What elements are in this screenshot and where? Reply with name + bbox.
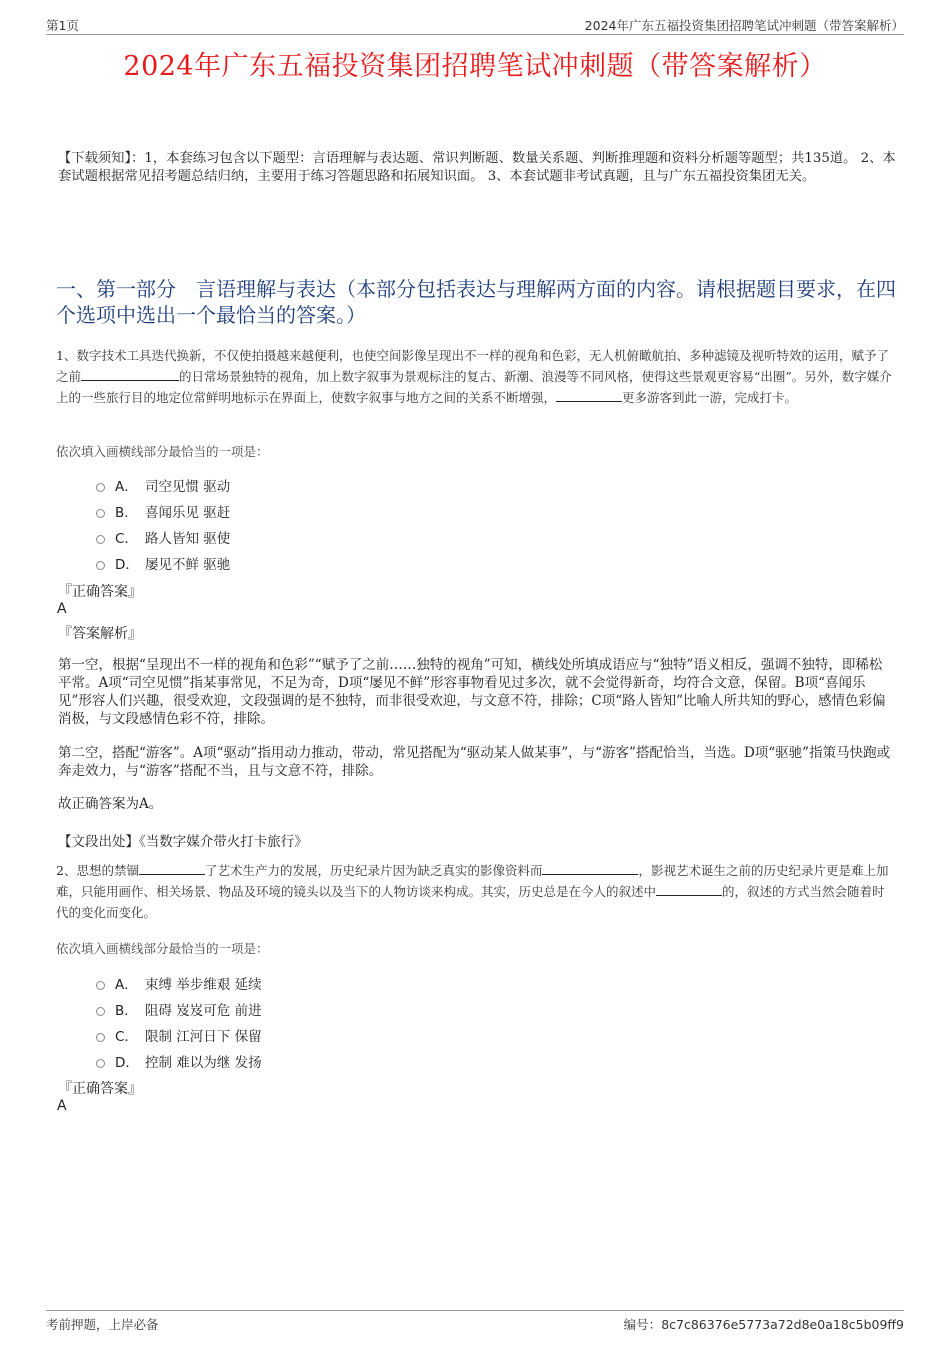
answer-blank bbox=[556, 388, 622, 402]
document-code: 编号：8c7c86376e5773a72d8e0a18c5b09ff9 bbox=[623, 1317, 904, 1332]
question-2-options bbox=[96, 970, 262, 1074]
correct-answer: A bbox=[57, 1098, 67, 1114]
section-heading: 一、第一部分 言语理解与表达（本部分包括表达与理解两方面的内容。请根据题目要求，在四个选项中选出一个最恰当的答案。） bbox=[56, 277, 896, 327]
correct-answer-label: 『正确答案』 bbox=[58, 1081, 142, 1097]
option-c[interactable]: C． 路人皆知 驱使 bbox=[96, 524, 230, 550]
answer-blank bbox=[139, 861, 205, 875]
passage-source: 【文段出处】《当数字媒介带火打卡旅行》 bbox=[58, 834, 308, 850]
radio-icon[interactable] bbox=[96, 1007, 105, 1016]
download-notice: 【下载须知】：1，本套练习包含以下题型：言语理解与表达题、常识判断题、数量关系题、判断推理题和资料分析题等题型；共135道。 2、本套试题根据常见招考题总结归纳，主要用于练习答题思路和拓展知识面。 3、本套试题非考试真题，且与广东五福投资集团无关。 bbox=[58, 151, 896, 184]
answer-blank bbox=[542, 861, 638, 875]
page-header bbox=[46, 14, 904, 35]
radio-icon[interactable] bbox=[96, 1033, 105, 1042]
question-2-prompt: 依次填入画横线部分最恰当的一项是： bbox=[56, 941, 269, 956]
question-1-prompt: 依次填入画横线部分最恰当的一项是： bbox=[56, 444, 269, 459]
radio-icon[interactable] bbox=[96, 483, 105, 492]
radio-icon[interactable] bbox=[96, 535, 105, 544]
option-d[interactable]: D． 屡见不鲜 驱驰 bbox=[96, 550, 230, 576]
correct-answer: A bbox=[57, 601, 67, 617]
radio-icon[interactable] bbox=[96, 1059, 105, 1068]
footer-slogan: 考前押题，上岸必备 bbox=[46, 1317, 159, 1332]
question-2-text: 2、思想的禁锢 了艺术生产力的发展，历史纪录片因为缺乏真实的影像资料而 ，影视艺术诞生之前的历史纪录片更是难上加难，只能用画作、相关场景、物品及环境的镜头以及当下的人物访谈来构成。其实，历史总是在今人的叙述中 的，叙述的方式当然会随着时代的变化而变化。 bbox=[56, 863, 889, 920]
header-doc-title: 2024年广东五福投资集团招聘笔试冲刺题（带答案解析） bbox=[584, 18, 904, 33]
correct-answer-label: 『正确答案』 bbox=[58, 584, 142, 600]
radio-icon[interactable] bbox=[96, 981, 105, 990]
option-a[interactable]: A． 司空见惯 驱动 bbox=[96, 472, 230, 498]
answer-blank bbox=[656, 882, 722, 896]
analysis-label: 『答案解析』 bbox=[58, 626, 142, 642]
radio-icon[interactable] bbox=[96, 509, 105, 518]
option-b[interactable]: B． 阻碍 岌岌可危 前进 bbox=[96, 996, 262, 1022]
option-a[interactable]: A． 束缚 举步维艰 延续 bbox=[96, 970, 262, 996]
option-c[interactable]: C． 限制 江河日下 保留 bbox=[96, 1022, 262, 1048]
radio-icon[interactable] bbox=[96, 561, 105, 570]
analysis-paragraph-1: 第一空，根据“呈现出不一样的视角和色彩”“赋予了之前……独特的视角”可知，横线处所填成语应与“独特”语义相反，强调不独特，即稀松平常。A项“司空见惯”指某事常见，不足为奇，D项“屡见不鲜”形容事物看见过多次，就不会觉得新奇，均符合文意，保留。B项“喜闻乐见”形容人们兴趣，很受欢迎，文段强调的是不独特，而非很受欢迎，与文意不符，排除；C项“路人皆知”比喻人所共知的野心，感情色彩偏消极，与文段感情色彩不符，排除。 bbox=[58, 657, 886, 727]
page-footer bbox=[46, 1310, 904, 1333]
analysis-paragraph-3: 故正确答案为A。 bbox=[58, 796, 163, 812]
page-number: 第1页 bbox=[46, 18, 79, 33]
page-title: 2024年广东五福投资集团招聘笔试冲刺题（带答案解析） bbox=[123, 51, 827, 82]
option-d[interactable]: D． 控制 难以为继 发扬 bbox=[96, 1048, 262, 1074]
question-1-text: 1、数字技术工具迭代换新，不仅使拍摄越来越便利，也使空间影像呈现出不一样的视角和色彩，无人机俯瞰航拍、多种滤镜及视听特效的运用，赋予了之前 的日常场景独特的视角，加上数字叙事为景观标注的复古、新潮、浪漫等不同风格，使得这些景观更容易“出圈”。另外，数字媒介上的一些旅行目的地定位常鲜明地标示在界面上，使数字叙事与地方之间的关系不断增强， 更多游客到此一游，完成打卡。 bbox=[56, 348, 892, 405]
analysis-paragraph-2: 第二空，搭配“游客”。A项“驱动”指用动力推动，带动，常见搭配为“驱动某人做某事”，与“游客”搭配恰当，当选。D项“驱驰”指策马快跑或奔走效力，与“游客”搭配不当，且与文意不符，排除。 bbox=[58, 745, 891, 779]
option-b[interactable]: B． 喜闻乐见 驱赶 bbox=[96, 498, 230, 524]
question-1-options bbox=[96, 472, 230, 576]
answer-blank bbox=[81, 367, 179, 381]
